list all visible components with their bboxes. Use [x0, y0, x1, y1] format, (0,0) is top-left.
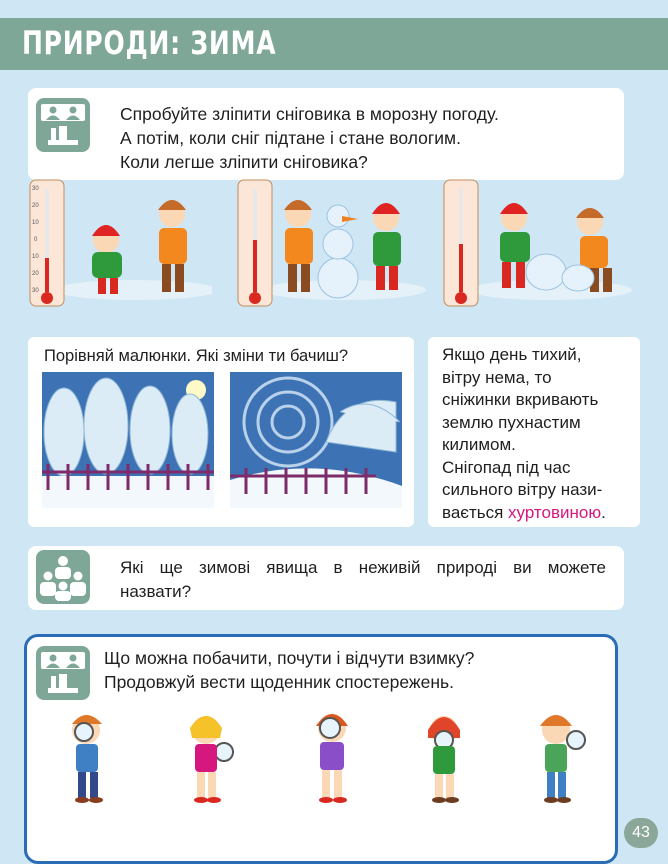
task1-line: Спробуйте зліпити сніговика в морозну погоду.	[120, 104, 499, 124]
info-line: Якщо день тихий,	[442, 345, 582, 364]
chapter-title: ПРИРОДИ: ЗИМА	[22, 24, 277, 62]
info-line: сніжинки вкривають	[442, 390, 599, 409]
experiment-icon	[36, 646, 90, 700]
kid-with-magnifier	[56, 708, 120, 809]
scene-frosty-snow	[26, 178, 212, 322]
thermo-tick: 10	[32, 254, 39, 260]
task1-text	[120, 102, 560, 174]
calm-winter-picture	[42, 372, 214, 508]
experiment-icon	[36, 98, 90, 152]
info-line-last	[442, 502, 638, 525]
task2-line: назвати?	[120, 582, 192, 601]
info-text	[442, 344, 638, 524]
info-line: вітру нема, то	[442, 367, 552, 387]
info-last-prefix: вається	[442, 502, 509, 522]
info-last-suffix: .	[601, 502, 606, 522]
thermo-tick: 20	[32, 203, 39, 209]
task3-line: Продовжуй вести щоденник спостережень.	[104, 672, 454, 692]
scene-snowman	[234, 178, 426, 322]
info-line: сильного вітру нази-	[442, 480, 603, 499]
kid-with-magnifier	[178, 708, 242, 809]
blizzard-picture	[230, 372, 402, 508]
task3-text	[104, 646, 604, 694]
info-line: килимом.	[442, 435, 516, 454]
task1-line: Коли легше зліпити сніговика?	[120, 152, 368, 172]
group-discussion-icon	[36, 550, 90, 604]
thermometer-icon	[444, 180, 478, 306]
thermo-tick: 30	[32, 288, 39, 294]
thermometer-icon	[238, 180, 272, 306]
info-line: Снігопад під час	[442, 457, 571, 477]
compare-prompt: Порівняй малюнки. Які зміни ти бачиш?	[44, 347, 349, 365]
task2-line: Які ще зимові явища в неживій природі ви можете	[120, 558, 606, 577]
info-line: землю пухнастим	[442, 412, 581, 432]
thermometer-icon	[30, 180, 64, 306]
task1-line: А потім, коли сніг підтане і стане вологим.	[120, 128, 461, 148]
chapter-header	[0, 18, 668, 70]
task2-text	[120, 556, 606, 604]
highlight-term: хуртовиною	[508, 502, 602, 522]
kid-with-magnifier	[528, 706, 592, 809]
kid-with-magnifier	[414, 706, 478, 809]
thermo-tick: 20	[32, 271, 39, 277]
task3-line: Що можна побачити, почути і відчути взимку?	[104, 648, 475, 668]
thermo-tick: 0	[34, 237, 38, 243]
kid-with-magnifier	[300, 704, 364, 809]
thermo-tick: 10	[32, 220, 39, 226]
scene-snowballs	[440, 178, 636, 322]
thermo-tick: 30	[32, 186, 39, 192]
page-number: 43	[624, 818, 658, 848]
